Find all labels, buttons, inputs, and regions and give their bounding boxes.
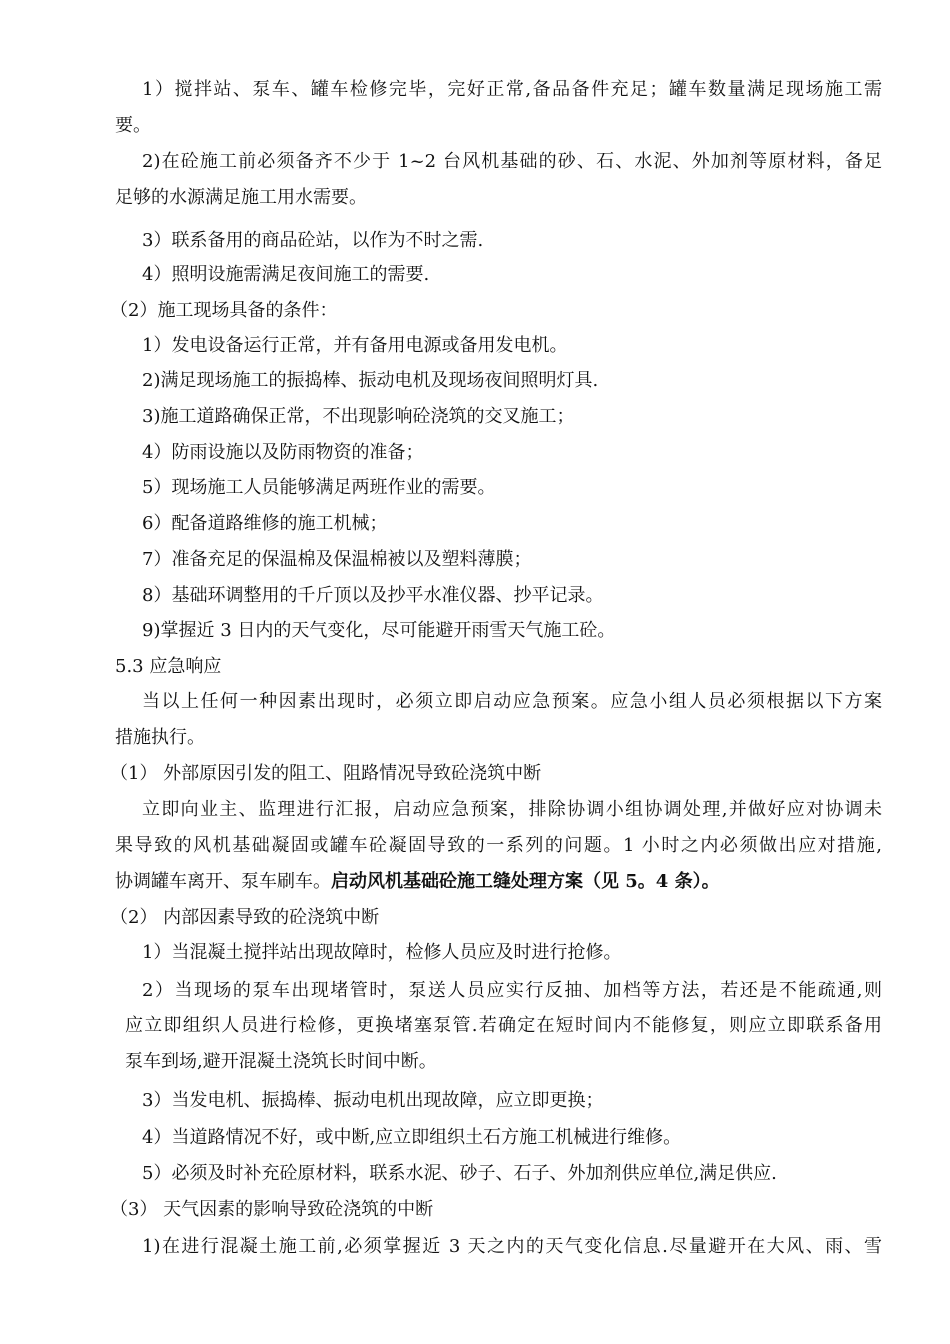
text-line: 1)在进行混凝土施工前,必须掌握近 3 天之内的天气变化信息.尽量避开在大风、雨、雪 bbox=[142, 1236, 882, 1257]
section-heading: （3） 天气因素的影响导致砼浇筑的中断 bbox=[110, 1199, 434, 1220]
text-line: 立即向业主、监理进行汇报，启动应急预案，排除协调小组协调处理,并做好应对协调未 bbox=[142, 799, 882, 820]
text-line: 1）发电设备运行正常，并有备用电源或备用发电机。 bbox=[142, 335, 568, 356]
section-heading: （1） 外部原因引发的阻工、阻路情况导致砼浇筑中断 bbox=[110, 763, 542, 784]
text-line: 措施执行。 bbox=[115, 727, 205, 748]
text-line: 7）准备充足的保温棉及保温棉被以及塑料薄膜； bbox=[142, 549, 532, 570]
text-line: 2)满足现场施工的振捣棒、振动电机及现场夜间照明灯具. bbox=[142, 370, 599, 391]
text-line: 1）搅拌站、泵车、罐车检修完毕，完好正常,备品备件充足；罐车数量满足现场施工需 bbox=[142, 79, 882, 100]
section-heading: （2） 内部因素导致的砼浇筑中断 bbox=[110, 907, 380, 928]
text-line: 当以上任何一种因素出现时，必须立即启动应急预案。应急小组人员必须根据以下方案 bbox=[142, 691, 882, 712]
text-line: 4）当道路情况不好，或中断,应立即组织土石方施工机械进行维修。 bbox=[142, 1127, 682, 1148]
text-line: 泵车到场,避开混凝土浇筑长时间中断。 bbox=[125, 1051, 437, 1072]
emphasis-text: 启动风机基础砼施工缝处理方案（见 5。4 条）。 bbox=[331, 871, 720, 892]
text-line: 4）照明设施需满足夜间施工的需要. bbox=[142, 264, 430, 285]
text-line: 果导致的风机基础凝固或罐车砼凝固导致的一系列的问题。1 小时之内必须做出应对措施, bbox=[115, 835, 882, 856]
text-line: 4）防雨设施以及防雨物资的准备； bbox=[142, 442, 424, 463]
text-run: 协调罐车离开、泵车刷车。 bbox=[115, 871, 331, 892]
text-line: 9)掌握近 3 日内的天气变化，尽可能避开雨雪天气施工砼。 bbox=[142, 620, 616, 641]
text-line: 6）配备道路维修的施工机械； bbox=[142, 513, 388, 534]
text-line: 8）基础环调整用的千斤顶以及抄平水准仪器、抄平记录。 bbox=[142, 585, 604, 606]
text-line: 应立即组织人员进行检修，更换堵塞泵管.若确定在短时间内不能修复，则应立即联系备用 bbox=[125, 1015, 882, 1036]
text-line: 3)施工道路确保正常，不出现影响砼浇筑的交叉施工； bbox=[142, 406, 575, 427]
text-line: 5）现场施工人员能够满足两班作业的需要。 bbox=[142, 477, 496, 498]
text-line: 1）当混凝土搅拌站出现故障时，检修人员应及时进行抢修。 bbox=[142, 942, 622, 963]
text-line bbox=[115, 870, 720, 894]
text-line: 足够的水源满足施工用水需要。 bbox=[115, 187, 367, 208]
text-line: 3）联系备用的商品砼站，以作为不时之需. bbox=[142, 230, 484, 251]
text-line: 2)在砼施工前必须备齐不少于 1~2 台风机基础的砂、石、水泥、外加剂等原材料，备足 bbox=[142, 151, 882, 172]
text-line: 5）必须及时补充砼原材料，联系水泥、砂子、石子、外加剂供应单位,满足供应. bbox=[142, 1163, 777, 1184]
text-line: 2）当现场的泵车出现堵管时，泵送人员应实行反抽、加档等方法，若还是不能疏通,则 bbox=[142, 980, 882, 1001]
text-line: 要。 bbox=[115, 115, 151, 136]
section-heading: 5.3 应急响应 bbox=[115, 656, 222, 677]
text-line: 3）当发电机、振捣棒、振动电机出现故障，应立即更换； bbox=[142, 1090, 604, 1111]
section-heading: （2）施工现场具备的条件： bbox=[110, 300, 338, 321]
